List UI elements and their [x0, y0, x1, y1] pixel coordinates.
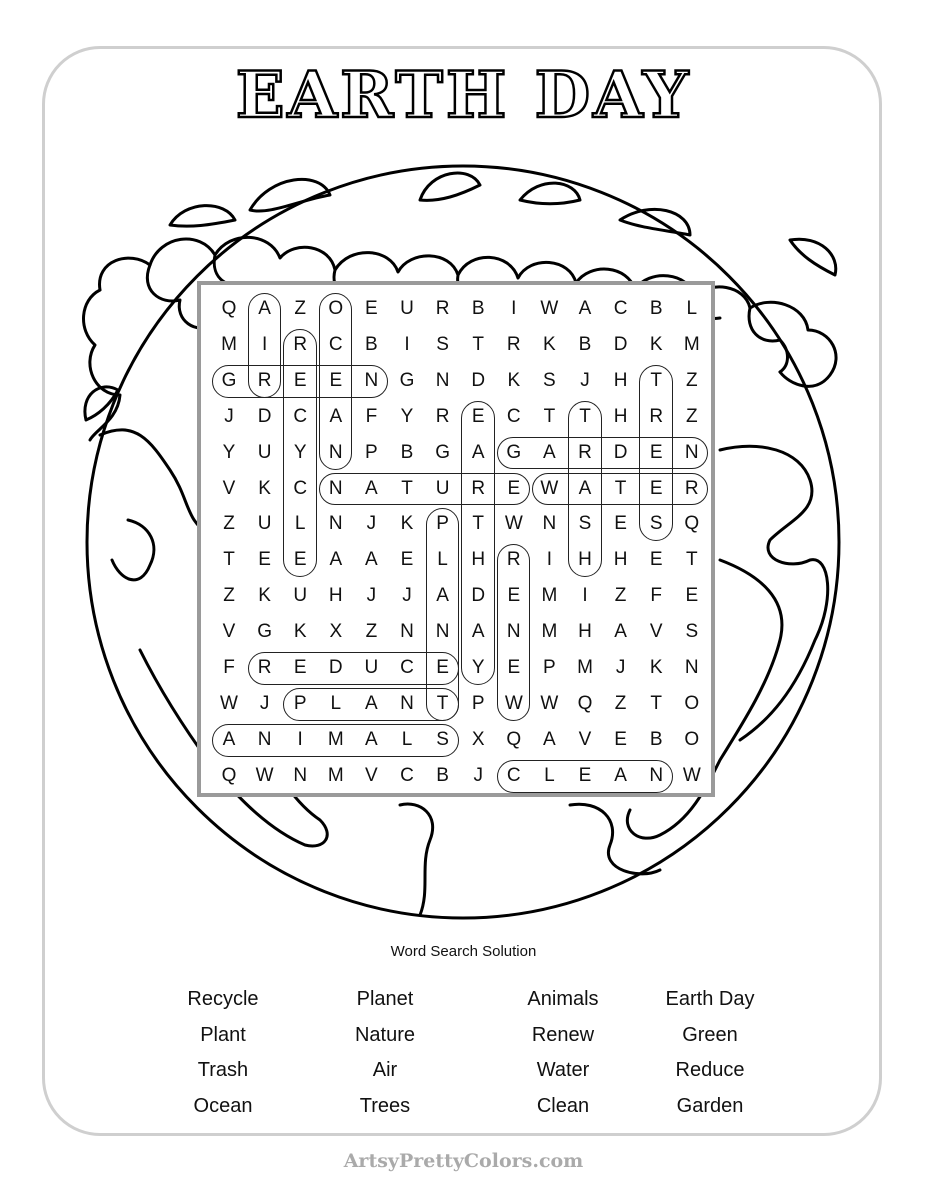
grid-letter[interactable]: S: [578, 513, 592, 535]
grid-letter[interactable]: W: [255, 764, 274, 786]
continent-shape: [400, 804, 433, 915]
grid-letter[interactable]: Q: [684, 513, 700, 535]
grid-letter[interactable]: A: [365, 692, 378, 714]
word-list-item: Recycle: [187, 988, 259, 1010]
grid-letter[interactable]: T: [650, 692, 662, 714]
grid-letter[interactable]: C: [400, 657, 414, 678]
grid-letter[interactable]: Q: [506, 728, 522, 750]
found-word-loop: [532, 473, 708, 506]
grid-letter[interactable]: E: [649, 549, 663, 571]
grid-letter[interactable]: N: [435, 621, 450, 643]
grid-letter[interactable]: M: [221, 333, 237, 355]
grid-letter[interactable]: H: [578, 621, 592, 643]
grid-letter[interactable]: J: [259, 692, 270, 714]
grid-letter[interactable]: G: [399, 369, 415, 391]
grid-letter[interactable]: E: [365, 298, 378, 319]
grid-letter[interactable]: K: [293, 621, 307, 643]
grid-letter[interactable]: U: [257, 513, 272, 535]
continent-shape: [720, 446, 828, 740]
grid-letter[interactable]: H: [328, 585, 343, 607]
grid-letter[interactable]: S: [543, 369, 556, 391]
grid-letter[interactable]: E: [436, 657, 449, 678]
grid-letter[interactable]: Q: [221, 298, 237, 319]
grid-letter[interactable]: O: [328, 298, 344, 319]
grid-letter[interactable]: L: [294, 513, 306, 535]
grid-letter[interactable]: A: [436, 585, 449, 607]
grid-letter[interactable]: Z: [614, 692, 627, 714]
grid-letter[interactable]: O: [684, 728, 700, 750]
grid-letter[interactable]: D: [257, 405, 272, 427]
grid-letter[interactable]: W: [540, 298, 559, 319]
word-list-item: Water: [536, 1059, 590, 1081]
grid-letter[interactable]: W: [220, 692, 238, 714]
grid-letter[interactable]: J: [366, 585, 377, 607]
leaf: [170, 206, 235, 227]
grid-letter[interactable]: N: [542, 513, 557, 535]
grid-letter[interactable]: E: [329, 369, 343, 391]
grid-letter[interactable]: T: [685, 549, 698, 571]
grid-letter[interactable]: E: [293, 549, 307, 571]
grid-letter[interactable]: T: [579, 405, 591, 427]
word-search-grid: [197, 281, 715, 797]
found-word-loop: [283, 329, 317, 577]
word-list-item: Earth Day: [665, 988, 755, 1010]
grid-letter[interactable]: I: [546, 549, 553, 571]
grid-letter[interactable]: B: [471, 298, 485, 319]
grid-letter[interactable]: B: [436, 764, 449, 786]
grid-letter[interactable]: Z: [223, 513, 235, 535]
grid-letter[interactable]: J: [473, 764, 483, 786]
grid-letter[interactable]: B: [649, 728, 663, 750]
found-word-loop: [639, 365, 673, 542]
grid-letter[interactable]: E: [471, 405, 485, 427]
page-title: EARTH DAY: [235, 58, 692, 133]
grid-letter[interactable]: A: [578, 298, 592, 319]
grid-letter[interactable]: Z: [685, 405, 698, 427]
found-word-loop: [319, 473, 531, 506]
grid-letter[interactable]: E: [578, 764, 592, 786]
grid-letter[interactable]: L: [686, 298, 698, 319]
flower-petals: [749, 308, 787, 372]
grid-letter[interactable]: A: [365, 728, 378, 750]
grid-letter[interactable]: E: [685, 585, 699, 607]
grid-letter[interactable]: B: [578, 333, 592, 355]
grid-letter[interactable]: A: [222, 728, 236, 750]
word-list-item: Garden: [676, 1094, 744, 1117]
grid-letter[interactable]: P: [543, 657, 556, 678]
grid-letter[interactable]: Z: [223, 585, 235, 607]
grid-letter[interactable]: C: [506, 764, 521, 786]
grid-letter[interactable]: D: [613, 441, 628, 463]
grid-letter[interactable]: Y: [222, 441, 236, 463]
grid-letter[interactable]: A: [578, 477, 592, 499]
grid-letter[interactable]: N: [506, 621, 521, 643]
grid-letter[interactable]: N: [328, 513, 343, 535]
grid-letter[interactable]: T: [401, 477, 413, 499]
found-word-loop: [497, 544, 531, 721]
grid-letter[interactable]: V: [578, 728, 592, 750]
grid-letter[interactable]: E: [507, 477, 521, 499]
grid-letter[interactable]: J: [224, 405, 234, 427]
grid-letter[interactable]: T: [223, 549, 235, 571]
grid-letter[interactable]: R: [435, 405, 450, 427]
grid-letter[interactable]: R: [506, 333, 521, 355]
grid-letter[interactable]: A: [329, 549, 343, 571]
grid-letter[interactable]: N: [328, 441, 343, 463]
grid-letter[interactable]: C: [400, 764, 414, 786]
grid-letter[interactable]: D: [471, 369, 486, 391]
grid-letter[interactable]: I: [404, 333, 410, 355]
grid-letter[interactable]: N: [684, 441, 699, 463]
leaf: [620, 209, 690, 235]
grid-letter[interactable]: A: [258, 298, 271, 319]
grid-letter[interactable]: P: [471, 692, 485, 714]
word-list-item: Nature: [354, 1023, 416, 1046]
grid-letter[interactable]: C: [293, 405, 308, 427]
grid-letter[interactable]: A: [365, 477, 378, 499]
continent-shape: [112, 520, 154, 580]
grid-letter[interactable]: D: [328, 657, 343, 678]
grid-letter[interactable]: A: [471, 621, 485, 643]
grid-letter[interactable]: A: [614, 621, 627, 643]
grid-letter[interactable]: N: [257, 728, 272, 750]
grid-letter[interactable]: I: [511, 298, 517, 319]
grid-letter[interactable]: A: [614, 764, 627, 786]
found-word-loop: [248, 293, 282, 398]
grid-letter[interactable]: X: [329, 621, 343, 643]
grid-letter[interactable]: A: [471, 441, 485, 463]
grid-letter[interactable]: Q: [221, 764, 237, 786]
leaf: [790, 239, 836, 275]
grid-letter[interactable]: W: [682, 764, 701, 786]
grid-letter[interactable]: M: [541, 621, 558, 643]
grid-letter[interactable]: K: [649, 657, 663, 678]
grid-letter[interactable]: R: [293, 333, 308, 355]
grid-letter[interactable]: L: [437, 549, 448, 571]
grid-letter[interactable]: M: [683, 333, 700, 355]
word-list-item: Trash: [197, 1059, 249, 1081]
leaf: [520, 183, 580, 204]
grid-letter[interactable]: V: [222, 477, 236, 499]
grid-letter[interactable]: Z: [294, 298, 306, 319]
grid-letter[interactable]: M: [327, 764, 344, 786]
grid-letter[interactable]: E: [293, 369, 307, 391]
site-watermark: ArtsyPrettyColors.com: [343, 1150, 584, 1172]
grid-letter[interactable]: S: [685, 621, 699, 643]
word-list-item: Trees: [359, 1094, 411, 1117]
grid-letter[interactable]: M: [327, 728, 344, 750]
grid-letter[interactable]: W: [504, 692, 523, 714]
grid-letter[interactable]: A: [543, 441, 556, 463]
grid-letter[interactable]: U: [435, 477, 450, 499]
leaf: [420, 173, 480, 200]
grid-letter[interactable]: F: [365, 405, 378, 427]
grid-letter[interactable]: W: [540, 692, 559, 714]
grid-letter[interactable]: B: [365, 333, 378, 355]
grid-letter[interactable]: J: [366, 513, 377, 535]
grid-letter[interactable]: S: [436, 728, 449, 750]
grid-letter[interactable]: T: [543, 405, 556, 427]
grid-letter[interactable]: E: [614, 728, 627, 750]
grid-letter[interactable]: U: [400, 298, 414, 319]
grid-letter[interactable]: T: [650, 369, 662, 391]
grid-letter[interactable]: F: [650, 585, 662, 607]
grid-letter[interactable]: N: [400, 692, 414, 714]
word-list-item: Air: [372, 1059, 398, 1081]
grid-letter[interactable]: I: [582, 585, 588, 607]
grid-letter[interactable]: V: [649, 621, 663, 643]
grid-letter[interactable]: A: [543, 728, 556, 750]
grid-letter[interactable]: C: [293, 477, 308, 499]
grid-letter[interactable]: N: [684, 657, 699, 678]
grid-letter[interactable]: N: [649, 764, 664, 786]
grid-letter[interactable]: A: [329, 405, 343, 427]
found-word-loop: [319, 293, 353, 470]
grid-letter[interactable]: N: [435, 369, 450, 391]
grid-letter[interactable]: B: [400, 441, 414, 463]
grid-letter[interactable]: E: [258, 549, 271, 571]
word-list-item: Green: [682, 1023, 738, 1046]
found-word-loop: [461, 401, 495, 685]
grid-letter[interactable]: U: [364, 657, 379, 678]
grid-letter[interactable]: N: [328, 477, 343, 499]
grid-letter[interactable]: N: [400, 621, 414, 643]
grid-letter[interactable]: K: [649, 333, 663, 355]
grid-letter[interactable]: Y: [471, 657, 485, 678]
grid-letter[interactable]: R: [257, 369, 272, 391]
found-word-loop: [568, 401, 602, 578]
grid-letter[interactable]: E: [507, 657, 521, 678]
word-list-item: Plant: [200, 1023, 246, 1046]
grid-letter[interactable]: M: [577, 657, 593, 678]
grid-letter[interactable]: J: [580, 369, 590, 391]
grid-letter[interactable]: U: [293, 585, 308, 607]
grid-letter[interactable]: D: [613, 333, 628, 355]
found-word-loop: [497, 760, 673, 793]
grid-letter[interactable]: R: [471, 477, 486, 499]
grid-letter[interactable]: V: [365, 764, 378, 786]
grid-letter[interactable]: Z: [685, 369, 698, 391]
grid-letter[interactable]: L: [401, 728, 413, 750]
grid-letter[interactable]: W: [540, 477, 559, 499]
grid-letter[interactable]: E: [614, 513, 627, 535]
grid-letter[interactable]: I: [297, 728, 303, 750]
grid-letter[interactable]: T: [472, 513, 484, 535]
grid-letter[interactable]: H: [613, 405, 628, 427]
grid-letter[interactable]: R: [257, 657, 272, 678]
grid-letter[interactable]: D: [471, 585, 486, 607]
grid-letter[interactable]: B: [649, 298, 663, 319]
grid-letter[interactable]: K: [258, 477, 271, 499]
grid-letter[interactable]: E: [293, 657, 307, 678]
grid-letter[interactable]: R: [435, 298, 450, 319]
grid-letter[interactable]: H: [578, 549, 592, 571]
found-word-loop: [497, 437, 709, 470]
grid-letter[interactable]: G: [435, 441, 450, 463]
grid-letter[interactable]: S: [436, 333, 449, 355]
grid-letter[interactable]: O: [684, 692, 700, 714]
grid-letter[interactable]: V: [222, 621, 236, 643]
word-list-item: Clean: [536, 1094, 590, 1117]
grid-letter[interactable]: J: [615, 657, 626, 678]
grid-letter[interactable]: R: [684, 477, 699, 499]
grid-letter[interactable]: W: [504, 513, 523, 535]
grid-letter[interactable]: T: [436, 692, 449, 714]
grid-letter[interactable]: L: [544, 764, 555, 786]
grid-letter[interactable]: E: [400, 549, 414, 571]
grid-letter[interactable]: M: [541, 585, 558, 607]
grid-letter[interactable]: E: [649, 477, 663, 499]
grid-letter[interactable]: N: [364, 369, 379, 391]
grid-letter[interactable]: H: [471, 549, 486, 571]
grid-letter[interactable]: H: [613, 549, 628, 571]
grid-letter[interactable]: C: [506, 405, 521, 427]
grid-letter[interactable]: P: [436, 513, 449, 535]
grid-letter[interactable]: H: [613, 369, 628, 391]
grid-letter[interactable]: G: [257, 621, 272, 643]
grid-letter[interactable]: Y: [293, 441, 307, 463]
grid-letter[interactable]: R: [578, 441, 592, 463]
grid-letter[interactable]: R: [506, 549, 521, 571]
found-word-loop: [426, 508, 460, 720]
grid-letter[interactable]: C: [328, 333, 343, 355]
grid-letter[interactable]: T: [614, 477, 627, 499]
grid-letter[interactable]: Q: [577, 692, 593, 714]
grid-letter[interactable]: Z: [614, 585, 627, 607]
grid-letter[interactable]: K: [507, 369, 521, 391]
grid-letter[interactable]: E: [649, 441, 663, 463]
found-word-loop: [212, 724, 459, 757]
grid-letter[interactable]: T: [472, 333, 484, 355]
word-list-item: Animals: [527, 988, 599, 1010]
grid-letter[interactable]: N: [293, 764, 308, 786]
grid-letter[interactable]: K: [400, 513, 414, 535]
grid-letter[interactable]: L: [330, 692, 342, 714]
grid-letter[interactable]: Y: [400, 405, 414, 427]
grid-letter[interactable]: R: [649, 405, 664, 427]
grid-letter[interactable]: P: [293, 692, 307, 714]
word-list-item: Reduce: [675, 1059, 745, 1081]
grid-letter[interactable]: U: [257, 441, 272, 463]
word-list-item: Planet: [356, 988, 414, 1010]
grid-letter[interactable]: K: [543, 333, 556, 355]
grid-letter[interactable]: J: [402, 585, 412, 607]
grid-letter[interactable]: Z: [365, 621, 378, 643]
grid-letter[interactable]: E: [507, 585, 521, 607]
grid-letter[interactable]: A: [365, 549, 378, 571]
grid-letter[interactable]: I: [261, 333, 268, 355]
grid-letter[interactable]: G: [506, 441, 522, 463]
word-list-item: Renew: [531, 1023, 595, 1046]
grid-letter[interactable]: C: [613, 298, 628, 319]
grid-letter[interactable]: G: [221, 369, 237, 391]
grid-letter[interactable]: P: [365, 441, 378, 463]
grid-letter[interactable]: K: [258, 585, 271, 607]
grid-letter[interactable]: X: [471, 728, 485, 750]
solution-label: Word Search Solution: [390, 943, 537, 960]
grid-letter[interactable]: S: [649, 513, 663, 535]
word-list-item: Ocean: [193, 1094, 253, 1117]
grid-letter[interactable]: F: [223, 657, 235, 678]
